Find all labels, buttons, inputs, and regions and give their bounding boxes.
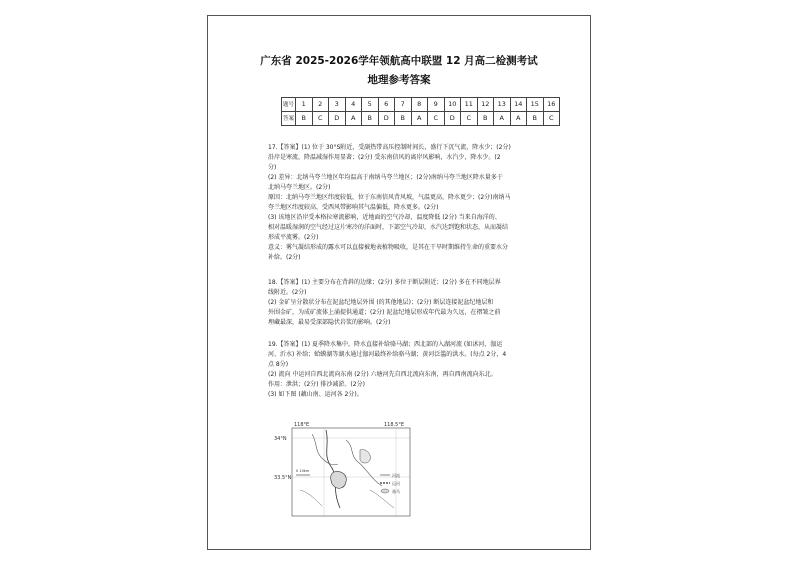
- question-number-row: [282, 98, 560, 112]
- answer-line: 形成平流雾。(2分): [268, 234, 319, 241]
- lon-left-label: 118°E: [294, 422, 310, 428]
- question-number: 4: [345, 98, 362, 112]
- lon-right-label: 118.5°E: [384, 422, 404, 428]
- answer-cell: B: [395, 112, 412, 126]
- question-18-answer: [268, 278, 548, 328]
- lat-top-label: 34°N: [274, 436, 287, 442]
- legend-lake-label: 骆马: [392, 489, 400, 494]
- answer-line: 埋藏最深，最易受深部隐伏岩浆的影响。(2分): [268, 319, 391, 326]
- answer-cell: C: [461, 112, 478, 126]
- row-label-question: 题号: [282, 98, 296, 112]
- luoma-lake-map: [274, 420, 414, 520]
- answer-cell: B: [362, 112, 379, 126]
- question-number: 10: [444, 98, 461, 112]
- answer-cell: C: [428, 112, 445, 126]
- answer-line: 北纳马夸兰地区。(2分): [268, 184, 331, 191]
- question-number: 2: [312, 98, 329, 112]
- answer-line: 19.【答案】(1) 夏季降水集中，降水直接补给骆马湖；西北部的入湖河流 (如沭河、泇运: [268, 341, 503, 348]
- answer-cell: D: [378, 112, 395, 126]
- answer-sheet-page: [207, 15, 591, 550]
- question-19-answer: [268, 340, 548, 400]
- answer-line: (2) 差异：北纳马夸兰地区年均温高于南纳马夸兰地区；(2分)南纳马夸兰地区降水量多于: [268, 174, 503, 181]
- question-number: 12: [477, 98, 494, 112]
- answer-cell: B: [296, 112, 313, 126]
- question-number: 9: [428, 98, 445, 112]
- answer-line: 河、沂水) 补给；蛤蟆湖等湖水通过泇河最终补给骆马湖；黄河泛滥的洪水。(每点 2分，4: [268, 351, 507, 358]
- legend-river-label: 河流: [392, 473, 400, 478]
- answer-line: 意义：雾气凝结形成的露水可以直接被地表植物吸收，是其在干旱时期维持生命的重要水分: [268, 244, 509, 251]
- river-line: [312, 434, 338, 465]
- question-number: 1: [296, 98, 313, 112]
- answer-cell: B: [527, 112, 544, 126]
- answer-row: [282, 112, 560, 126]
- question-number: 8: [411, 98, 428, 112]
- answer-line: 作用：泄洪；(2分) 排沙减淤。(2分): [268, 381, 365, 388]
- answer-line: 沿岸是寒流，降温减湿作用显著；(2分) 受东南信风的离岸风影响，水汽少，降水少。(2: [268, 154, 501, 161]
- answer-cell: A: [494, 112, 511, 126]
- lat-bottom-label: 33.5°N: [274, 475, 292, 481]
- answer-cell: B: [477, 112, 494, 126]
- question-number: 11: [461, 98, 478, 112]
- answer-line: 外围金矿，为成矿流体上涌提供通道；(2分) 泥盆纪地层形成年代最为久远，在褶皱之前: [268, 309, 501, 316]
- answer-cell: A: [411, 112, 428, 126]
- answer-cell: D: [444, 112, 461, 126]
- answer-line: 18.【答案】(1) 主要分布在背斜的边缘；(2分) 多位于断层附近；(2分) 多在不同地层界: [268, 279, 501, 286]
- question-number: 3: [329, 98, 346, 112]
- question-number: 15: [527, 98, 544, 112]
- answer-cell: A: [345, 112, 362, 126]
- lake-shape: [360, 450, 370, 463]
- answer-line: (2) 流向 中运河自西北流向东南 (2分) 六塘河先自西北流向东南，再自西南流向东北。: [268, 371, 497, 378]
- question-number: 14: [510, 98, 527, 112]
- answer-line: 线附近。(2分): [268, 289, 307, 296]
- question-number: 7: [395, 98, 412, 112]
- answer-cell: C: [543, 112, 560, 126]
- canal-line: [326, 430, 340, 508]
- answer-line: 相对温暖湿润的空气经过这片寒冷的洋面时，下部空气冷却，水汽达到饱和状态，从而凝结: [268, 224, 509, 231]
- river-line: [300, 490, 322, 506]
- answer-line: 补给。(2分): [268, 254, 301, 261]
- question-number: 6: [378, 98, 395, 112]
- answer-line: (2) 金矿呈分散状分布在泥盆纪地层外围 (的其他地层)；(2分) 断层连接泥盆纪地层和: [268, 299, 494, 306]
- answer-line: (3) 该地区沿岸受本格拉寒流影响，近地面的空气冷却，温度降低 (2分) 当来自海洋的、: [268, 214, 501, 221]
- question-17-answer: [268, 143, 548, 263]
- question-number: 16: [543, 98, 560, 112]
- answer-line: 分): [268, 164, 277, 171]
- answer-line: 17.【答案】(1) 位于 30°S附近，受副热带高压控制时间长，盛行下沉气流，降水少；(2分): [268, 144, 511, 151]
- answer-line: 原因：北纳马夸兰地区纬度较低，位于东南信风背风坡，气温更高，降水更少；(2分)南纳马: [268, 194, 511, 201]
- answer-cell: D: [329, 112, 346, 126]
- question-number: 13: [494, 98, 511, 112]
- answer-line: 夸兰地区纬度较高，受西风带影响其气温偏低，降水更多。(2分): [268, 204, 439, 211]
- answer-cell: A: [510, 112, 527, 126]
- lake-shape: [331, 471, 347, 488]
- document-subtitle: 地理参考答案: [367, 74, 431, 86]
- legend-lake-swatch: [381, 489, 389, 493]
- map-frame: [292, 428, 410, 516]
- legend-canal-label: 运河: [392, 481, 400, 486]
- answer-line: 点 8分): [268, 361, 289, 368]
- question-number: 5: [362, 98, 379, 112]
- scale-label: 0 10km: [296, 469, 310, 473]
- row-label-answer: 答案: [282, 112, 296, 126]
- document-title: 广东省 2025-2026学年领航高中联盟 12 月高二检测考试: [260, 55, 538, 67]
- answer-line: (3) 如下图 (藕山南、运河各 2分)。: [268, 391, 363, 398]
- answer-table: [281, 97, 560, 126]
- answer-cell: C: [312, 112, 329, 126]
